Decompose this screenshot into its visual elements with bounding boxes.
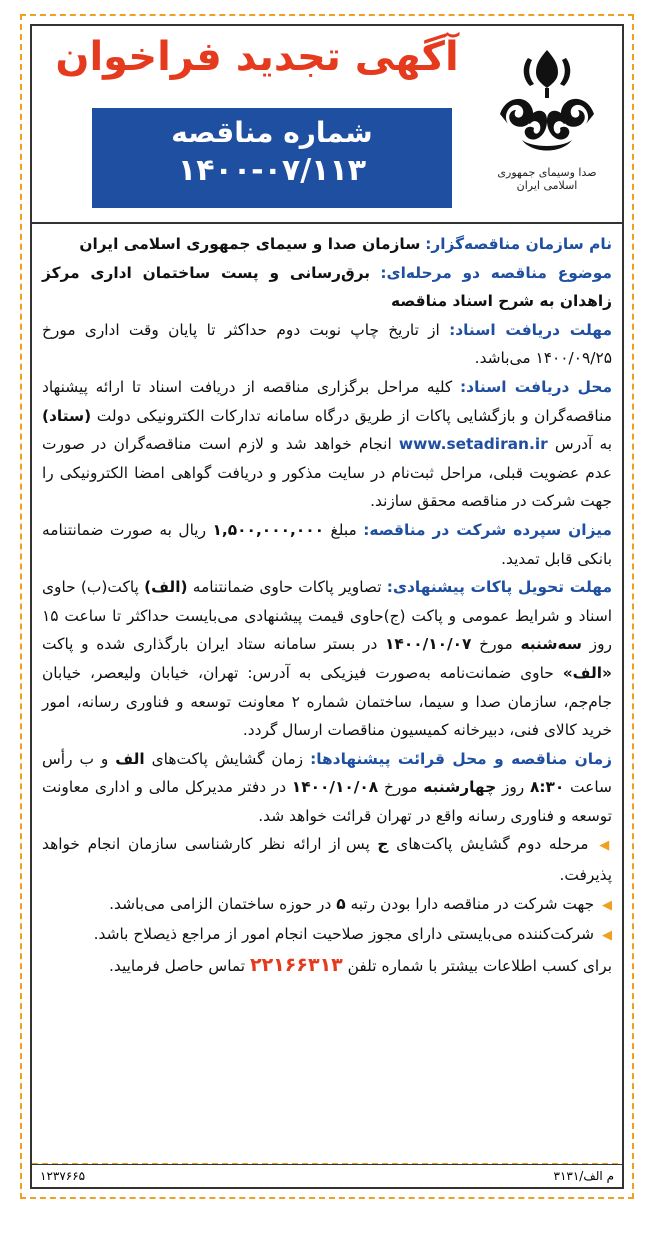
delivery-day: سه‌شنبه [520, 635, 582, 654]
place-label: محل دریافت اسناد: [460, 377, 612, 396]
irib-emblem-icon [492, 44, 602, 162]
contact-value-2: تماس حاصل فرمایید. [109, 956, 246, 975]
delivery-value-5: حاوی ضمانت‌نامه به‌صورت فیزیکی به آدرس: تهران، خیابان ولیعصر، خیابان جام‌جم، سازمان صدا و سیما، ساختمان شماره ۲ معاونت توسعه و فناوری رسانه، امور خرید کالای فنی، دبیرخانه کمیسیون مناقصات ارسال گردد. [42, 663, 612, 740]
tender-number: ۱۴۰۰-۰۷/۱۱۳ [177, 153, 367, 188]
announcement-frame [20, 14, 634, 1199]
opening-time: ۸:۳۰ [529, 778, 565, 797]
deadline-label: مهلت دریافت اسناد: [449, 320, 612, 339]
opening-alef: الف [115, 749, 145, 768]
deadline-paragraph [42, 316, 612, 373]
bullet2-rank: ۵ [336, 894, 346, 913]
deposit-amount: ۱,۵۰۰,۰۰۰,۰۰۰ [212, 520, 325, 539]
subject-paragraph [42, 259, 612, 316]
org-paragraph [42, 230, 612, 259]
delivery-alef: (الف) [144, 578, 188, 597]
place-setad: (ستاد) [42, 406, 92, 425]
delivery-label: مهلت تحویل پاکات پیشنهادی: [386, 578, 612, 597]
bullet1-value-1: مرحله دوم گشایش پاکت‌های [396, 835, 589, 854]
bullet1-value-2: پس از ارائه نظر کارشناسی سازمان انجام خواهد پذیرفت. [42, 835, 612, 885]
contact-paragraph [42, 951, 612, 981]
delivery-value-3: مورخ [479, 635, 513, 654]
delivery-value-1: تصاویر پاکات حاوی ضمانتنامه [192, 578, 382, 597]
announcement-title: آگهی تجدید فراخوان [55, 34, 459, 80]
tender-number-box [92, 108, 452, 208]
bullet1-jim: ج [377, 835, 389, 854]
delivery-value-2: پاکت(ب) حاوی اسناد و شرایط عمومی و پاکت (ج)حاوی قیمت پیشنهادی می‌بایست حداکثر تا ساعت ۱۵ روز [42, 578, 612, 654]
opening-value-5: در دفتر مدیرکل مالی و اداری معاونت توسعه و فناوری رسانه واقع در تهران قرائت خواهد شد. [42, 778, 612, 825]
subject-label: موضوع مناقصه دو مرحله‌ای: [380, 263, 612, 282]
opening-label: زمان مناقصه و محل قرائت پیشنهادها: [310, 749, 612, 768]
deposit-paragraph [42, 516, 612, 573]
footer-left-code: ۱۲۳۷۶۶۵ [40, 1169, 86, 1183]
irib-logo [482, 44, 612, 204]
opening-value-3: روز [501, 778, 525, 797]
deposit-value-1: مبلغ [330, 520, 357, 539]
announcement-footer [32, 1164, 622, 1187]
deadline-value: از تاریخ چاپ نوبت دوم حداکثر تا پایان وقت اداری مورخ ۱۴۰۰/۰۹/۲۵ می‌باشد. [42, 320, 612, 368]
opening-value-4: مورخ [383, 778, 418, 797]
place-paragraph [42, 373, 612, 516]
place-value-1: کلیه مراحل برگزاری مناقصه از دریافت اسناد تا ارائه پیشنهاد مناقصه‌گران و بازگشایی پاکات از طریق درگاه سامانه تدارکات الکترونیکی دولت [42, 377, 612, 425]
bullet3-value: شرکت‌کننده می‌بایستی دارای مجوز صلاحیت انجام امور از مراجع ذیصلاح باشد. [93, 925, 595, 944]
delivery-value-4: در بستر سامانه ستاد ایران بارگذاری شده و پاکت [42, 635, 378, 654]
announcement-body [42, 230, 612, 1159]
opening-value-2: و ب رأس ساعت [42, 749, 612, 797]
bullet2-value-1: جهت شرکت در مناقصه دارا بودن رتبه [350, 894, 595, 913]
deposit-label: میزان سپرده شرکت در مناقصه: [363, 520, 612, 539]
deposit-value-2: ریال به صورت ضمانتنامه بانکی قابل تمدید. [42, 520, 612, 568]
place-value-2: به آدرس [554, 435, 612, 454]
logo-caption: صدا وسیمای جمهوری اسلامی ایران [497, 166, 597, 192]
triangle-bullet-icon: ◀ [602, 897, 612, 913]
opening-paragraph [42, 745, 612, 831]
footer-right-code: م الف/۳۱۳۱ [553, 1169, 614, 1183]
place-value-3: انجام خواهد شد و لازم است مناقصه‌گران در صورت عدم عضویت قبلی، مراحل ثبت‌نام در سایت مذکور و دریافت گواهی امضا الکترونیکی را جهت شرکت در مناقصه محقق سازند. [42, 435, 612, 511]
triangle-bullet-icon: ◀ [602, 928, 612, 944]
opening-date: ۱۴۰۰/۱۰/۰۸ [291, 778, 379, 797]
delivery-alef-2: «الف» [562, 663, 612, 682]
org-label: نام سازمان مناقصه‌گزار: [425, 235, 612, 253]
delivery-paragraph [42, 573, 612, 745]
subject-value: برق‌رسانی و پست ساختمان اداری مرکز زاهدان به شرح اسناد مناقصه [42, 263, 612, 311]
org-value: سازمان صدا و سیمای جمهوری اسلامی ایران [79, 235, 421, 253]
tender-label: شماره مناقصه [171, 116, 373, 149]
announcement-header [32, 26, 622, 224]
contact-value-1: برای کسب اطلاعات بیشتر با شماره تلفن [347, 956, 612, 975]
delivery-date: ۱۴۰۰/۱۰/۰۷ [385, 635, 472, 654]
opening-value-1: زمان گشایش پاکت‌های [151, 749, 304, 768]
announcement-inner-frame [30, 24, 624, 1189]
bullet-item-3 [42, 920, 612, 951]
bullet-item-2 [42, 890, 612, 921]
triangle-bullet-icon: ◀ [599, 838, 612, 854]
bullet-item-1 [42, 830, 612, 889]
setad-link[interactable]: www.setadiran.ir [398, 435, 548, 454]
bullet2-value-2: در حوزه ساختمان الزامی می‌باشد. [109, 894, 332, 913]
opening-day: چهارشنبه [423, 778, 497, 797]
contact-phone[interactable]: ۲۲۱۶۶۳۱۳ [249, 953, 343, 976]
